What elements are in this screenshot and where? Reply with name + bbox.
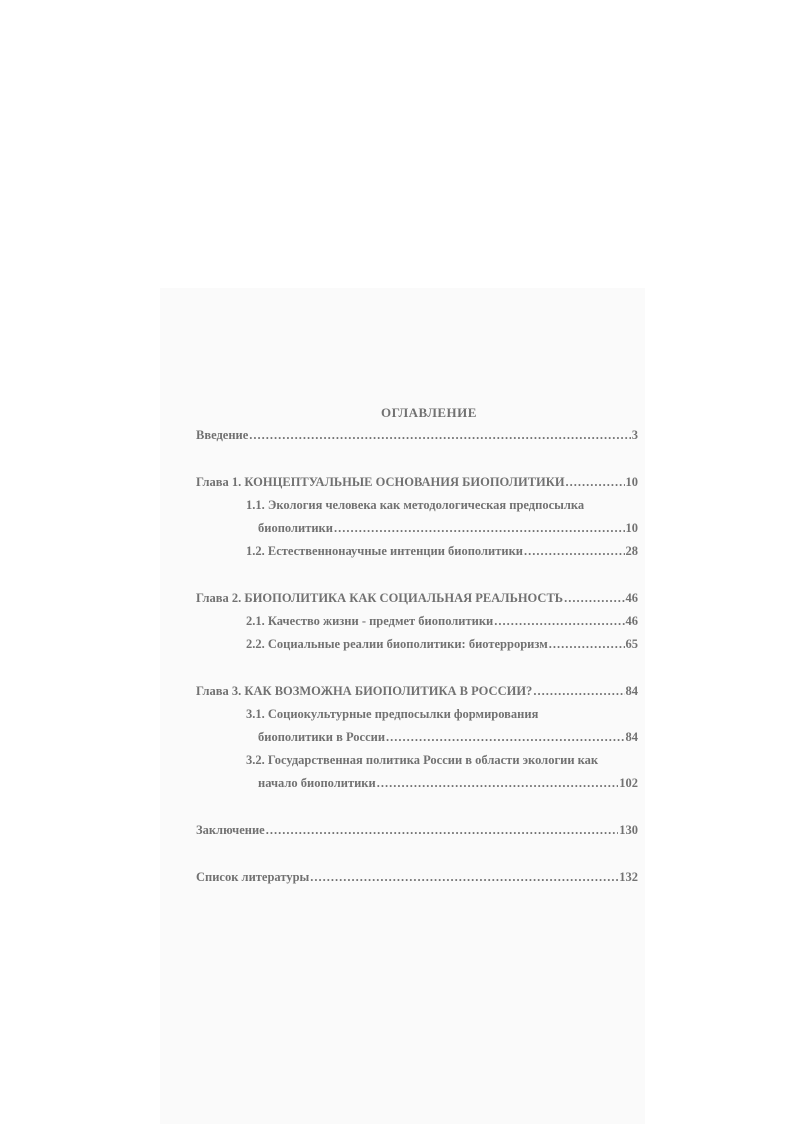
toc-entry-bibliography — [196, 866, 638, 889]
entry-page: 132 — [619, 870, 638, 884]
entry-page: 102 — [619, 776, 638, 790]
entry-page: 46 — [625, 614, 638, 628]
toc-entry-chapter-3 — [196, 680, 638, 703]
entry-label: Введение — [196, 428, 249, 442]
toc-entry-2-2 — [196, 633, 638, 656]
leader-dots — [564, 587, 624, 610]
entry-label: Глава 1. КОНЦЕПТУАЛЬНЫЕ ОСНОВАНИЯ БИОПОЛИТИКИ — [196, 475, 565, 489]
toc-entry-1-2 — [196, 540, 638, 563]
toc-entry-intro — [196, 424, 638, 447]
entry-page: 10 — [625, 475, 638, 489]
entry-label: биополитики — [258, 521, 333, 535]
toc-entry-1-1-line1: 1.1. Экология человека как методологическая предпосылка — [246, 498, 585, 512]
leader-dots — [494, 610, 624, 633]
toc-title: ОГЛАВЛЕНИЕ — [381, 405, 477, 420]
entry-page: 65 — [625, 637, 638, 651]
toc-entry-conclusion — [196, 819, 638, 842]
entry-page: 28 — [625, 544, 638, 558]
entry-page: 46 — [625, 591, 638, 605]
leader-dots — [524, 540, 625, 563]
entry-page: 84 — [625, 684, 638, 698]
entry-label: биополитики в России — [258, 730, 386, 744]
leader-dots — [566, 471, 625, 494]
leader-dots — [266, 819, 619, 842]
entry-label: начало биополитики — [258, 776, 376, 790]
entry-label: 1.2. Естественнонаучные интенции биополитики — [246, 544, 523, 558]
entry-label: Глава 3. КАК ВОЗМОЖНА БИОПОЛИТИКА В РОССИИ? — [196, 684, 533, 698]
toc-entry-1-1 — [196, 517, 638, 540]
entry-label: 2.1. Качество жизни - предмет биополитики — [246, 614, 494, 628]
entry-label: Глава 2. БИОПОЛИТИКА КАК СОЦИАЛЬНАЯ РЕАЛЬНОСТЬ — [196, 591, 564, 605]
entry-page: 10 — [625, 521, 638, 535]
table-of-contents — [196, 402, 638, 889]
leader-dots — [533, 680, 624, 703]
toc-entry-3-1-line1: 3.1. Социокультурные предпосылки формирования — [246, 707, 539, 721]
toc-entry-2-1 — [196, 610, 638, 633]
entry-label: Список литературы — [196, 870, 310, 884]
entry-label: 2.2. Социальные реалии биополитики: биотерроризм — [246, 637, 548, 651]
entry-page: 3 — [631, 428, 638, 442]
toc-entry-3-2 — [196, 772, 638, 795]
leader-dots — [249, 424, 630, 447]
leader-dots — [334, 517, 625, 540]
leader-dots — [386, 726, 624, 749]
entry-page: 130 — [619, 823, 638, 837]
entry-label: Заключение — [196, 823, 265, 837]
leader-dots — [310, 866, 618, 889]
leader-dots — [549, 633, 625, 656]
entry-page: 84 — [625, 730, 638, 744]
toc-entry-3-2-line1: 3.2. Государственная политика России в области экологии как — [246, 753, 599, 767]
toc-entry-chapter-2 — [196, 587, 638, 610]
leader-dots — [377, 772, 619, 795]
toc-entry-chapter-1 — [196, 471, 638, 494]
toc-entry-3-1 — [196, 726, 638, 749]
